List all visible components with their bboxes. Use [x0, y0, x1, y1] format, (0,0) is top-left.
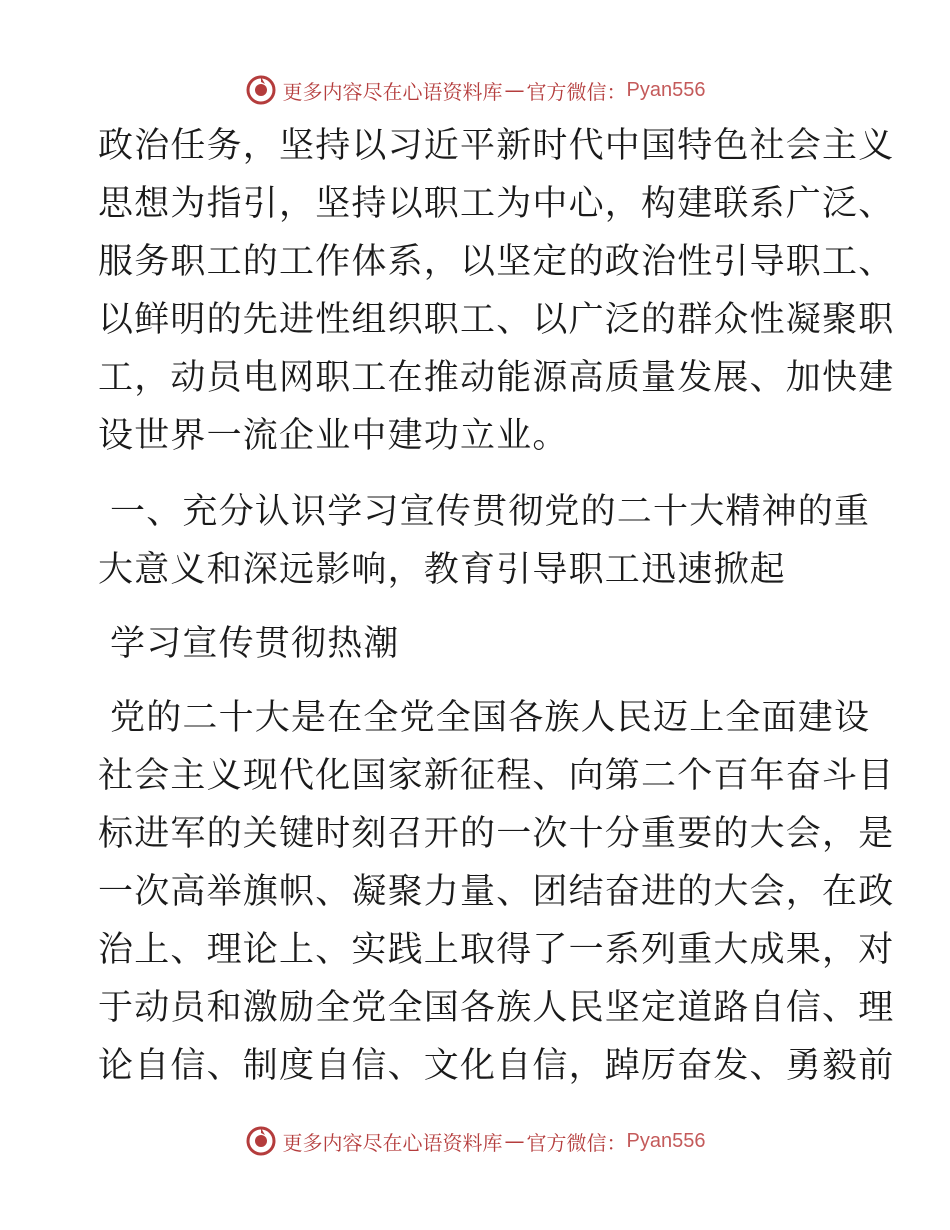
header-banner	[0, 70, 950, 110]
seal-logo-icon	[245, 74, 277, 106]
banner-separator: —	[504, 1129, 525, 1153]
sub-heading: 学习宣传贯彻热潮	[110, 624, 400, 664]
footer-banner	[0, 1121, 950, 1161]
text-line: 党的二十大是在全党全国各族人民迈上全面建设	[110, 698, 871, 738]
text-line: 论自信、制度自信、文化自信，踔厉奋发、勇毅前	[98, 1046, 895, 1086]
banner-wechat-id: Pyan556	[626, 1129, 706, 1152]
text-line: 服务职工的工作体系，以坚定的政治性引导职工、	[98, 242, 895, 282]
section-heading-line: 一、充分认识学习宣传贯彻党的二十大精神的重	[110, 492, 871, 532]
banner-brand: 更多内容尽在心语资料库	[282, 1130, 503, 1155]
text-line: 设世界一流企业中建功立业。	[98, 416, 569, 456]
text-line: 工，动员电网职工在推动能源高质量发展、加快建	[98, 358, 895, 398]
banner-brand: 更多内容尽在心语资料库	[282, 79, 503, 104]
banner-separator: —	[504, 78, 525, 102]
banner-wechat-id: Pyan556	[626, 78, 706, 101]
text-line: 一次高举旗帜、凝聚力量、团结奋进的大会，在政	[98, 872, 895, 912]
banner-wechat-label: 官方微信：	[526, 79, 627, 104]
text-line: 社会主义现代化国家新征程、向第二个百年奋斗目	[98, 756, 895, 796]
section-heading-line: 大意义和深远影响，教育引导职工迅速掀起	[98, 550, 786, 590]
text-line: 以鲜明的先进性组织职工、以广泛的群众性凝聚职	[98, 300, 895, 340]
text-line: 治上、理论上、实践上取得了一系列重大成果，对	[98, 930, 895, 970]
text-line: 政治任务，坚持以习近平新时代中国特色社会主义	[98, 126, 895, 166]
banner-wechat-label: 官方微信：	[526, 1130, 627, 1155]
text-line: 于动员和激励全党全国各族人民坚定道路自信、理	[98, 988, 895, 1028]
text-line: 思想为指引，坚持以职工为中心，构建联系广泛、	[98, 184, 895, 224]
seal-logo-icon	[245, 1125, 277, 1157]
text-line: 标进军的关键时刻召开的一次十分重要的大会，是	[98, 814, 895, 854]
